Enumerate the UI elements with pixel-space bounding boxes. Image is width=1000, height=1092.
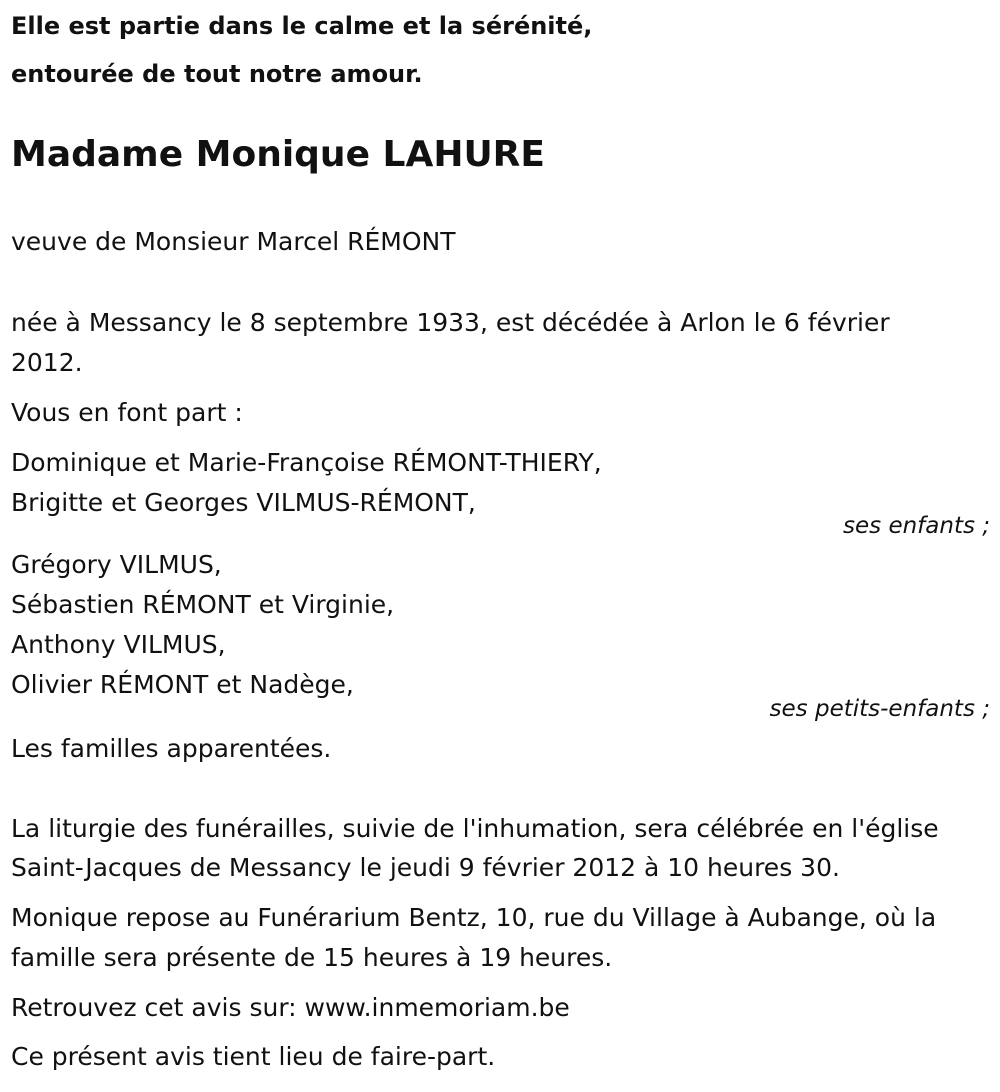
grandchild-name: Sébastien RÉMONT et Virginie, (11, 590, 395, 619)
website-notice: Retrouvez cet avis sur: www.inmemoriam.be (11, 993, 570, 1022)
grandchildren-role: ses petits-enfants ; (769, 696, 990, 722)
families: Les familles apparentées. (11, 734, 332, 763)
child-name: Dominique et Marie-Françoise RÉMONT-THIERY, (11, 448, 602, 477)
funerarium-line-2: famille sera présente de 15 heures à 19 heures. (11, 943, 613, 972)
liturgy-line-2: Saint-Jacques de Messancy le jeudi 9 février 2012 à 10 heures 30. (11, 853, 840, 882)
closing-notice: Ce présent avis tient lieu de faire-part. (11, 1042, 496, 1071)
child-name: Brigitte et Georges VILMUS-RÉMONT, (11, 488, 476, 517)
birth-line-1: née à Messancy le 8 septembre 1933, est décédée à Arlon le 6 février (11, 308, 890, 337)
birth-line-2: 2012. (11, 348, 83, 377)
announce: Vous en font part : (11, 398, 243, 427)
intro-line-1: Elle est partie dans le calme et la sérénité, (11, 12, 593, 40)
grandchild-name: Grégory VILMUS, (11, 550, 222, 579)
widow-of: veuve de Monsieur Marcel RÉMONT (11, 227, 456, 256)
grandchild-name: Anthony VILMUS, (11, 630, 226, 659)
grandchild-name: Olivier RÉMONT et Nadège, (11, 670, 354, 699)
intro-line-2: entourée de tout notre amour. (11, 60, 423, 88)
liturgy-line-1: La liturgie des funérailles, suivie de l'inhumation, sera célébrée en l'église (11, 814, 939, 843)
funerarium-line-1: Monique repose au Funérarium Bentz, 10, rue du Village à Aubange, où la (11, 903, 937, 932)
deceased-name: Madame Monique LAHURE (11, 134, 545, 175)
children-role: ses enfants ; (843, 513, 990, 539)
